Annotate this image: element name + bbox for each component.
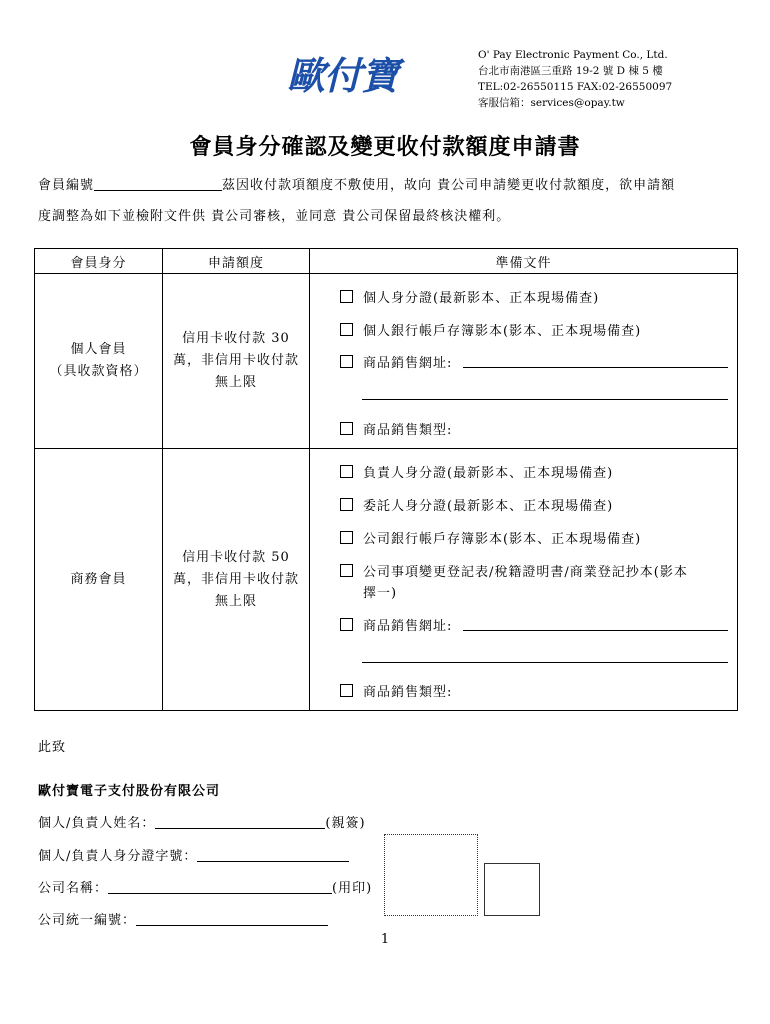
company-field[interactable] bbox=[108, 879, 332, 894]
checkbox[interactable] bbox=[340, 465, 353, 478]
checkbox[interactable] bbox=[340, 618, 353, 631]
limit-business-line2: 萬，非信用卡收付款 bbox=[172, 571, 299, 587]
limit-personal-line3: 無上限 bbox=[214, 375, 257, 390]
member-no-label: 會員編號 bbox=[38, 178, 95, 193]
limit-business-line3: 無上限 bbox=[214, 593, 257, 609]
limit-business bbox=[163, 449, 310, 711]
url-line-1[interactable] bbox=[463, 630, 728, 631]
company-info bbox=[478, 47, 672, 111]
limit-business-line1: 信用卡收付款 50 bbox=[182, 549, 290, 565]
opay-logo bbox=[287, 50, 417, 102]
doc-item[interactable] bbox=[340, 615, 452, 634]
documents-business bbox=[310, 449, 738, 711]
company-english-name: O' Pay Electronic Payment Co., Ltd. bbox=[478, 49, 668, 61]
doc-label: 公司事項變更登記表/稅籍證明書/商業登記抄本(影本 bbox=[363, 565, 688, 580]
checkbox[interactable] bbox=[340, 498, 353, 511]
checkbox[interactable] bbox=[340, 355, 353, 368]
doc-label: 商品銷售類型: bbox=[363, 685, 453, 700]
doc-item-continued bbox=[363, 582, 397, 601]
identity-business bbox=[35, 449, 163, 711]
doc-item[interactable] bbox=[340, 352, 452, 371]
tax-id-label: 公司統一編號： bbox=[38, 913, 137, 928]
checkbox[interactable] bbox=[340, 531, 353, 544]
id-row bbox=[38, 845, 349, 864]
name-suffix: (親簽) bbox=[325, 816, 366, 831]
doc-item[interactable] bbox=[340, 561, 688, 580]
intro-line-1-text: 茲因收付款項額度不敷使用，故向 貴公司申請變更收付款額度，欲申請額 bbox=[222, 178, 676, 193]
documents-personal bbox=[310, 274, 738, 449]
header-identity: 會員身分 bbox=[35, 249, 163, 274]
id-label: 個人/負責人身分證字號： bbox=[38, 849, 198, 864]
doc-label: 負責人身分證(最新影本、正本現場備查) bbox=[363, 466, 614, 481]
url-line-1[interactable] bbox=[463, 367, 728, 368]
company-address: 台北市南港區三重路 19-2 號 D 棟 5 樓 bbox=[478, 65, 663, 77]
company-email: 客服信箱：services@opay.tw bbox=[478, 97, 625, 109]
logo-text: 歐付寶 bbox=[287, 54, 399, 98]
intro-line-2: 度調整為如下並檢附文件供 貴公司審核，並同意 貴公司保留最終核決權利。 bbox=[38, 209, 511, 224]
intro-line-1 bbox=[38, 171, 738, 201]
identity-business-line1: 商務會員 bbox=[70, 571, 127, 587]
application-table bbox=[34, 248, 738, 711]
doc-label: 商品銷售類型: bbox=[363, 423, 453, 438]
recipient-company: 歐付寶電子支付股份有限公司 bbox=[38, 784, 221, 799]
checkbox[interactable] bbox=[340, 564, 353, 577]
doc-label: 商品銷售網址: bbox=[363, 619, 453, 634]
doc-item[interactable] bbox=[340, 419, 452, 438]
checkbox[interactable] bbox=[340, 684, 353, 697]
doc-item[interactable] bbox=[340, 495, 613, 514]
doc-label: 個人銀行帳戶存簿影本(影本、正本現場備查) bbox=[363, 324, 642, 339]
company-suffix: (用印) bbox=[332, 881, 373, 896]
form-title: 會員身分確認及變更收付款額度申請書 bbox=[189, 134, 581, 160]
name-row bbox=[38, 812, 366, 831]
doc-label: 委託人身分證(最新影本、正本現場備查) bbox=[363, 499, 614, 514]
checkbox[interactable] bbox=[340, 422, 353, 435]
representative-seal-box[interactable] bbox=[484, 863, 540, 916]
doc-item[interactable] bbox=[340, 528, 641, 547]
doc-item[interactable] bbox=[340, 287, 599, 306]
page-number: 1 bbox=[380, 932, 390, 947]
url-line-2[interactable] bbox=[362, 399, 728, 400]
header-limit: 申請額度 bbox=[163, 249, 310, 274]
doc-label: 商品銷售網址: bbox=[363, 356, 453, 371]
salutation: 此致 bbox=[38, 740, 67, 755]
limit-personal-line2: 萬，非信用卡收付款 bbox=[172, 353, 299, 368]
tax-id-field[interactable] bbox=[136, 911, 328, 926]
table-row-business bbox=[35, 449, 738, 711]
doc-item[interactable] bbox=[340, 681, 452, 700]
url-line-2[interactable] bbox=[362, 662, 728, 663]
doc-label: 個人身分證(最新影本、正本現場備查) bbox=[363, 291, 600, 306]
doc-item[interactable] bbox=[340, 320, 641, 339]
limit-personal-line1: 信用卡收付款 30 bbox=[182, 331, 290, 346]
doc-label: 公司銀行帳戶存簿影本(影本、正本現場備查) bbox=[363, 532, 642, 547]
header-documents: 準備文件 bbox=[310, 249, 738, 274]
identity-personal-line2: （具收款資格） bbox=[49, 364, 148, 379]
name-field[interactable] bbox=[155, 814, 325, 829]
member-no-field[interactable] bbox=[94, 176, 222, 191]
company-tel-fax: TEL:02-26550115 FAX:02-26550097 bbox=[478, 81, 673, 93]
checkbox[interactable] bbox=[340, 323, 353, 336]
limit-personal bbox=[163, 274, 310, 449]
tax-id-row bbox=[38, 909, 328, 928]
company-label: 公司名稱： bbox=[38, 881, 109, 896]
doc-item[interactable] bbox=[340, 462, 613, 481]
name-label: 個人/負責人姓名： bbox=[38, 816, 156, 831]
table-header-row bbox=[35, 249, 738, 274]
id-field[interactable] bbox=[197, 847, 349, 862]
table-row-personal bbox=[35, 274, 738, 449]
checkbox[interactable] bbox=[340, 290, 353, 303]
doc-label: 擇一) bbox=[363, 586, 398, 601]
company-row bbox=[38, 877, 372, 896]
identity-personal bbox=[35, 274, 163, 449]
identity-personal-line1: 個人會員 bbox=[70, 342, 127, 357]
company-seal-box[interactable] bbox=[384, 834, 478, 916]
